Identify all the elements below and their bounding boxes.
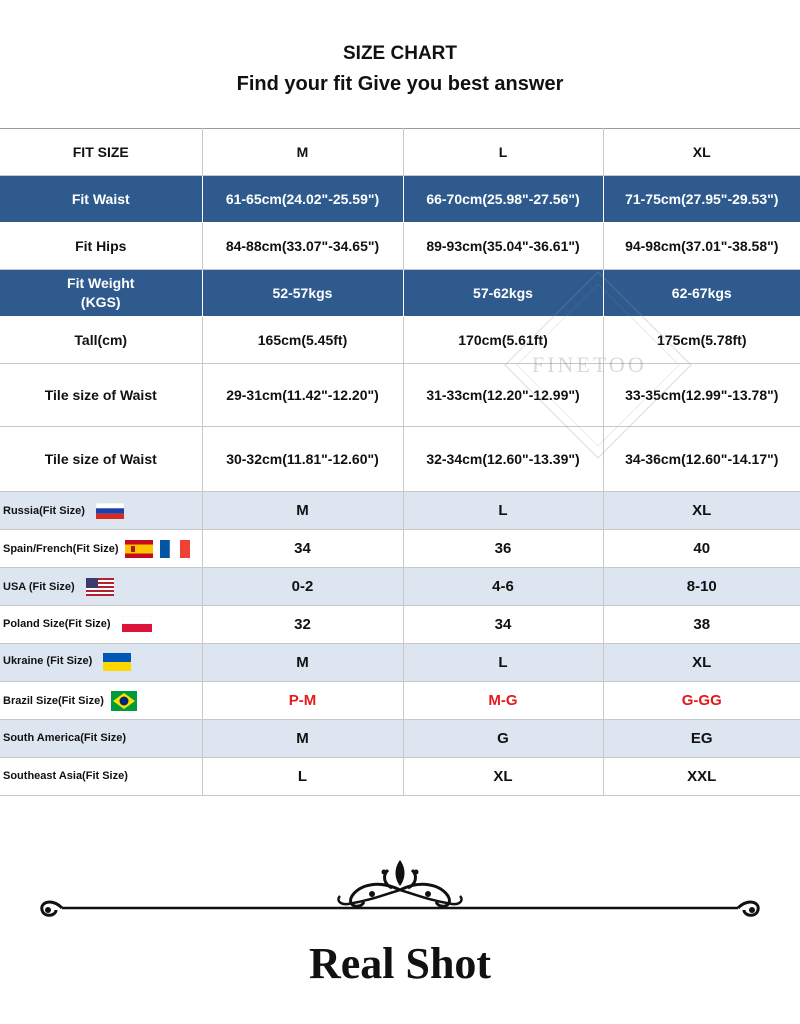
france-flag-icon	[160, 540, 190, 558]
cell-value: 66-70cm(25.98"-27.56")	[403, 176, 603, 223]
row-fit-weight	[0, 270, 800, 317]
cell-value: 34-36cm(12.60"-14.17")	[603, 427, 800, 492]
row-label: Fit Hips	[0, 223, 202, 270]
country-label	[0, 644, 202, 682]
row-fit-waist	[0, 176, 800, 223]
chart-subtitle: Find your fit Give you best answer	[236, 73, 564, 95]
country-name: Brazil Size(Fit Size)	[3, 694, 104, 707]
title-block	[0, 42, 800, 98]
cell-value: G-GG	[603, 682, 800, 720]
cell-value: M-G	[403, 682, 603, 720]
header-size-l: L	[403, 129, 603, 176]
cell-value: L	[403, 492, 603, 530]
real-shot-heading: Real Shot	[308, 939, 492, 988]
cell-value: 57-62kgs	[403, 270, 603, 317]
cell-value: 38	[603, 606, 800, 644]
cell-value: 61-65cm(24.02"-25.59")	[202, 176, 403, 223]
row-tile-waist-2	[0, 427, 800, 492]
row-label-line2: (KGS)	[80, 294, 121, 310]
country-label	[0, 606, 202, 644]
cell-value: 32-34cm(12.60"-13.39")	[403, 427, 603, 492]
cell-value: M	[202, 720, 403, 758]
row-label-line1: Fit Weight	[67, 275, 135, 291]
cell-value: 84-88cm(33.07"-34.65")	[202, 223, 403, 270]
row-label: Tall(cm)	[0, 317, 202, 364]
country-name: Poland Size(Fit Size)	[3, 617, 111, 630]
poland-flag-icon	[122, 616, 152, 632]
cell-value: 71-75cm(27.95"-29.53")	[603, 176, 800, 223]
russia-flag-icon	[96, 503, 124, 519]
country-name: South America(Fit Size)	[3, 732, 127, 745]
row-label: Tile size of Waist	[0, 364, 202, 427]
cell-value: 30-32cm(11.81"-12.60")	[202, 427, 403, 492]
cell-value: 175cm(5.78ft)	[603, 317, 800, 364]
row-label: Tile size of Waist	[0, 427, 202, 492]
row-label	[0, 270, 202, 317]
cell-value: XL	[603, 644, 800, 682]
row-usa	[0, 568, 800, 606]
spain-flag-icon	[125, 540, 153, 558]
country-name: Southeast Asia(Fit Size)	[3, 770, 128, 783]
cell-value: L	[403, 644, 603, 682]
cell-value: L	[202, 758, 403, 796]
country-label	[0, 758, 202, 796]
cell-value: 40	[603, 530, 800, 568]
country-label	[0, 682, 202, 720]
cell-value: 33-35cm(12.99"-13.78")	[603, 364, 800, 427]
row-ukraine	[0, 644, 800, 682]
cell-value: 34	[403, 606, 603, 644]
chart-title: SIZE CHART	[343, 43, 457, 64]
cell-value: 52-57kgs	[202, 270, 403, 317]
cell-value: 8-10	[603, 568, 800, 606]
cell-value: XXL	[603, 758, 800, 796]
country-label	[0, 492, 202, 530]
country-label	[0, 568, 202, 606]
header-size-xl: XL	[603, 129, 800, 176]
cell-value: XL	[403, 758, 603, 796]
cell-value: 29-31cm(11.42"-12.20")	[202, 364, 403, 427]
row-russia	[0, 492, 800, 530]
cell-value: 165cm(5.45ft)	[202, 317, 403, 364]
size-chart-table	[0, 128, 800, 796]
row-south-america	[0, 720, 800, 758]
header-label: FIT SIZE	[0, 129, 202, 176]
row-southeast-asia	[0, 758, 800, 796]
cell-value: 31-33cm(12.20"-12.99")	[403, 364, 603, 427]
row-brazil	[0, 682, 800, 720]
ukraine-flag-icon	[103, 653, 131, 671]
cell-value: 89-93cm(35.04"-36.61")	[403, 223, 603, 270]
country-name: Ukraine (Fit Size)	[3, 654, 93, 667]
country-label	[0, 530, 202, 568]
cell-value: 94-98cm(37.01"-38.58")	[603, 223, 800, 270]
ornament-divider-icon	[0, 850, 800, 930]
cell-value: 36	[403, 530, 603, 568]
row-label: Fit Waist	[0, 176, 202, 223]
cell-value: XL	[603, 492, 800, 530]
cell-value: 170cm(5.61ft)	[403, 317, 603, 364]
row-tile-waist-1	[0, 364, 800, 427]
country-name: Spain/French(Fit Size)	[3, 542, 119, 555]
row-tall	[0, 317, 800, 364]
cell-value: 34	[202, 530, 403, 568]
watermark-text: FINETOO	[532, 352, 647, 377]
row-poland	[0, 606, 800, 644]
header-size-m: M	[202, 129, 403, 176]
cell-value: 32	[202, 606, 403, 644]
cell-value: M	[202, 644, 403, 682]
cell-value: M	[202, 492, 403, 530]
cell-value: P-M	[202, 682, 403, 720]
country-label	[0, 720, 202, 758]
row-fit-hips	[0, 223, 800, 270]
header-row	[0, 129, 800, 176]
brazil-flag-icon	[111, 691, 137, 711]
country-name: USA (Fit Size)	[3, 580, 75, 593]
row-spain-french	[0, 530, 800, 568]
country-name: Russia(Fit Size)	[3, 504, 85, 517]
cell-value: 0-2	[202, 568, 403, 606]
cell-value: G	[403, 720, 603, 758]
cell-value: 62-67kgs	[603, 270, 800, 317]
cell-value: 4-6	[403, 568, 603, 606]
usa-flag-icon	[86, 578, 114, 596]
cell-value: EG	[603, 720, 800, 758]
